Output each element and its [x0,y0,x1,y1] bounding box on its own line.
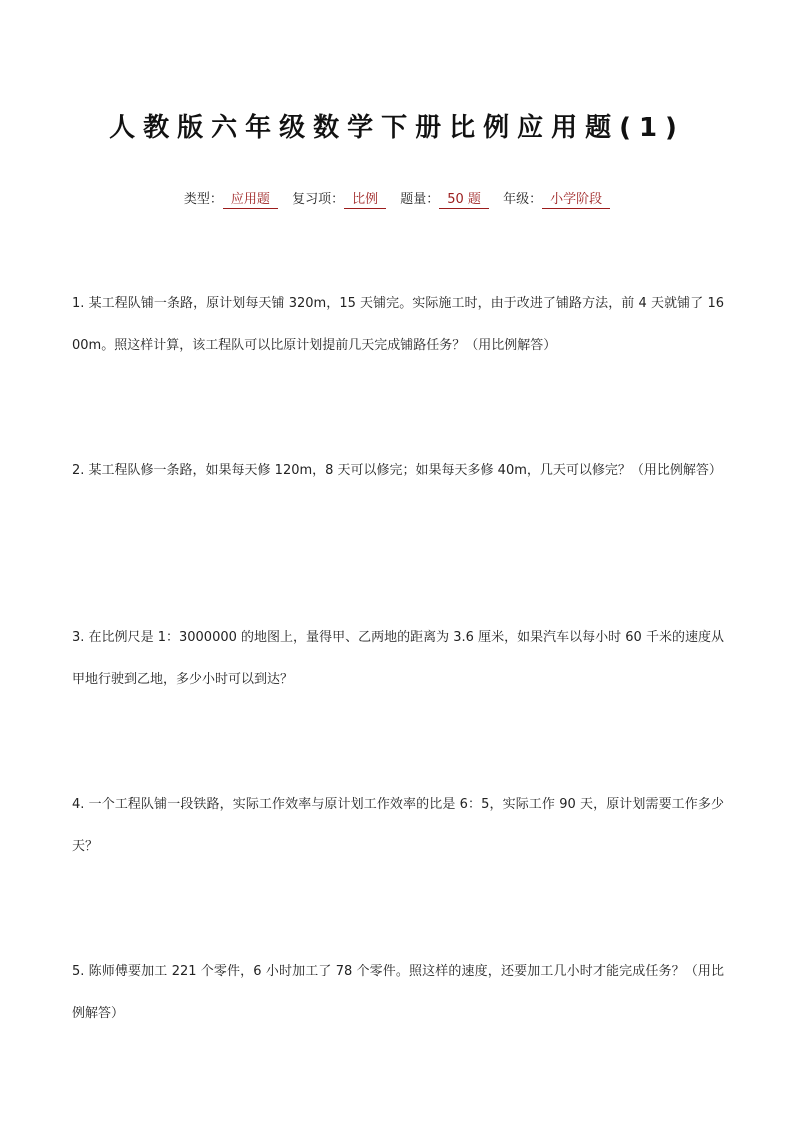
grade-label: 年级： [503,192,543,207]
question-5: 5. 陈师傅要加工 221 个零件，6 小时加工了 78 个零件。照这样的速度，还要加工几小时才能完成任务？（用比例解答） [72,964,724,1021]
grade-value: 小学阶段 [542,191,610,209]
question-1: 1. 某工程队铺一条路，原计划每天铺 320m，15 天铺完。实际施工时，由于改进了铺路方法，前 4 天就铺了 1600m。照这样计算，该工程队可以比原计划提前几天完成铺路任务？（用比例解答） [72,296,724,353]
type-value: 应用题 [223,191,278,209]
page-title: 人教版六年级数学下册比例应用题(1) [109,113,685,143]
meta-info-line [0,190,794,210]
question-4: 4. 一个工程队铺一段铁路，实际工作效率与原计划工作效率的比是 6：5，实际工作 90 天，原计划需要工作多少天？ [72,797,724,854]
count-label: 题量： [400,192,440,207]
review-value: 比例 [344,191,386,209]
question-3: 3. 在比例尺是 1：3000000 的地图上，量得甲、乙两地的距离为 3.6 厘米，如果汽车以每小时 60 千米的速度从甲地行驶到乙地，多少小时可以到达？ [72,630,724,687]
question-2: 2. 某工程队修一条路，如果每天修 120m，8 天可以修完；如果每天多修 40m，几天可以修完？（用比例解答） [72,463,722,478]
type-label: 类型： [183,192,223,207]
count-value: 50 题 [439,191,489,209]
review-label: 复习项： [292,192,345,207]
